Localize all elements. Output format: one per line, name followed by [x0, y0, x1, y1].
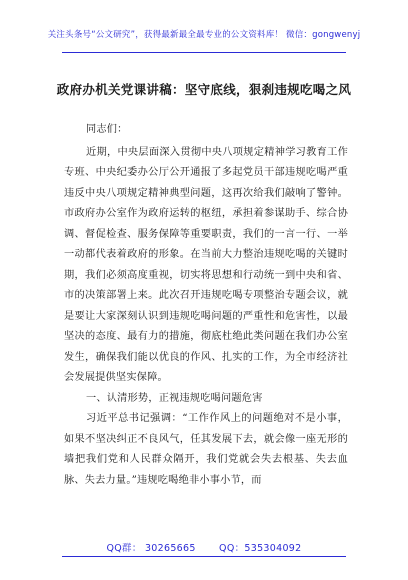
footer-contacts	[0, 540, 408, 554]
document-body	[64, 120, 348, 491]
footer-divider	[62, 556, 346, 557]
document-title: 政府办机关党课讲稿：坚守底线，狠刹违规吃喝之风	[56, 82, 352, 97]
section-heading: 一、认清形势，正视违规吃喝问题危害	[86, 392, 263, 404]
header-divider	[62, 52, 346, 53]
body-paragraph: 习近平总书记强调：“工作作风上的问题绝对不是小事，如果不坚决纠正不良风气，任其发展下去，就会像一座无形的墙把我们党和人民群众隔开，我们党就会失去根基、失去血脉、失去力量。”违规吃喝绝非小事小节，而	[64, 413, 348, 486]
body-paragraph: 近期，中央层面深入贯彻中央八项规定精神学习教育工作专班、中央纪委办公厅公开通报了多起党员干部违规吃喝严重违反中央八项规定精神典型问题，这再次给我们敲响了警钟。市政府办公室作为政府运转的枢纽，承担着参谋助手、综合协调、督促检查、服务保障等重要职责，我们的一言一行、一举一动都代表着政府的形象。在当前大力整治违规吃喝的关键时期，我们必须高度重视，切实将思想和行动统一到中央和省、市的决策部署上来。此次召开违规吃喝专项整治专题会议，就是要让大家深刻认识到违规吃喝问题的严重性和危害性，以最坚决的态度、最有力的措施，彻底杜绝此类问题在我们办公室发生，确保我们能以优良的作风、扎实的工作，为全市经济社会发展提供坚实保障。	[64, 146, 348, 383]
salutation: 同志们：	[86, 124, 128, 135]
qq-group-number: QQ群： 30265665	[106, 543, 196, 554]
qq-number: QQ：535304092	[219, 543, 302, 554]
top-banner-text: 关注头条号“公文研究”，获得最新最全最专业的公文资料库！ 微信：gongwenyj	[47, 30, 361, 40]
